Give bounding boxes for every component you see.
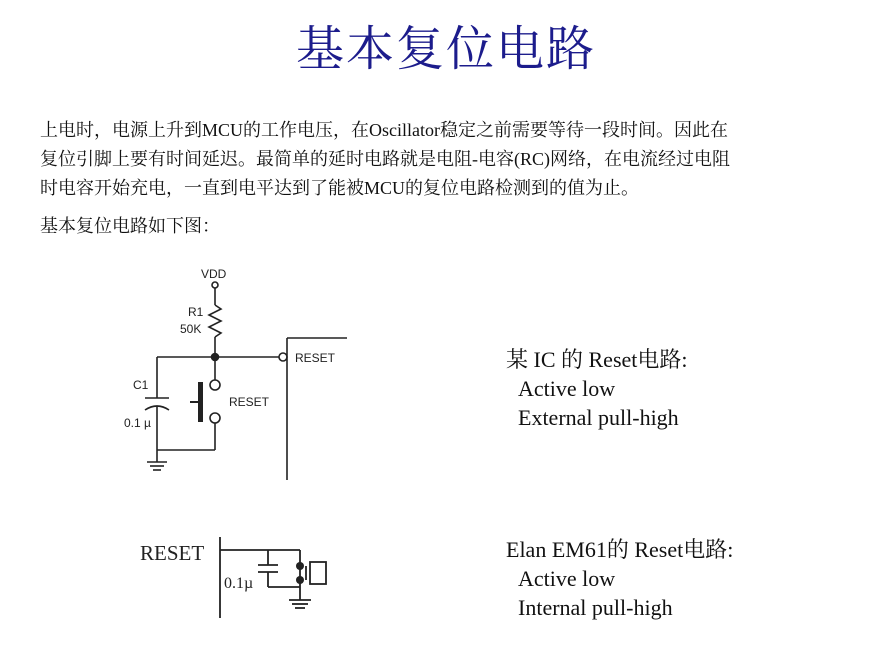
r1-name-label: R1 [188,305,204,319]
button2-contact-bottom [296,576,304,584]
internal-reset-heading: Elan EM61的 Reset电路: [506,537,734,562]
internal-reset-line-2: Internal pull-high [518,595,673,620]
circuit-subheading: 基本复位电路如下图： [40,216,220,236]
button-contact-bottom [210,413,220,423]
reset-pin-terminal [279,353,287,361]
reset-button-label: RESET [229,395,270,409]
internal-reset-description [506,535,733,622]
internal-reset-pin-label: RESET [140,541,205,565]
vdd-terminal [212,282,218,288]
internal-reset-line-1: Active low [518,566,616,591]
external-reset-heading: 某 IC 的 Reset电路: [506,347,688,372]
c1-name-label: C1 [133,378,149,392]
button2-contact-top [296,562,304,570]
cap2-value-label: 0.1µ [224,575,254,592]
intro-line-2: 复位引脚上要有时间延迟。最简单的延时电路就是电阻-电容(RC)网络，在电流经过电阻 [40,149,730,169]
external-reset-line-1: Active low [518,376,616,401]
vdd-label: VDD [201,267,227,281]
reset-pin-label: RESET [295,351,336,365]
page-title: 基本复位电路 [295,21,596,77]
resistor-r1 [209,305,221,337]
r1-value-label: 50K [180,322,202,336]
external-reset-line-2: External pull-high [518,405,679,430]
c1-value-label: 0.1 µ [124,416,151,430]
push-button-actuator [198,382,203,422]
external-reset-description [506,345,688,432]
button-contact-top [210,380,220,390]
intro-line-3: 时电容开始充电，一直到电平达到了能被MCU的复位电路检测到的值为止。 [40,178,640,198]
button2-housing [310,562,326,584]
external-reset-circuit [145,282,347,480]
intro-line-1: 上电时，电源上升到MCU的工作电压，在Oscillator稳定之前需要等待一段时间。因此在 [40,120,728,140]
